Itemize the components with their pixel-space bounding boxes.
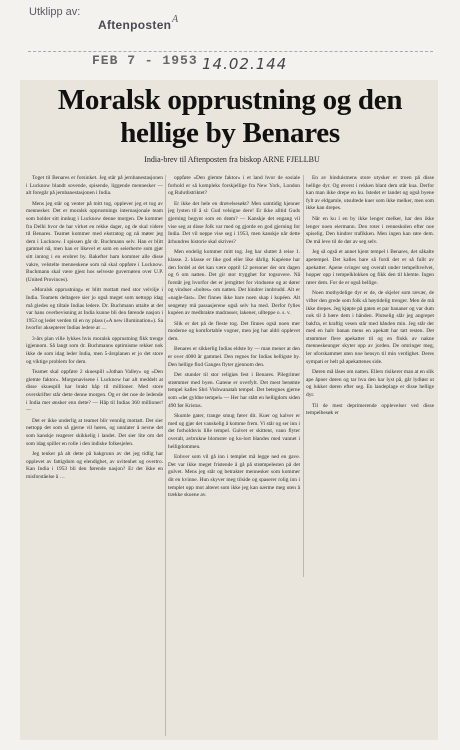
newspaper-name: Aftenposten (98, 18, 172, 32)
paragraph: Jeg så også et annet kjent tempel i Benares, det såkalte apetempel. Det kalles bare så fordi det er så fullt av apekatter. Apene svinger seg overalt under tempelhvelvet, hopper opp i tempelklokken og fikk den til klemte. Ingen rører dem. For de er også hellige. (306, 249, 434, 286)
paragraph: Er ikke det hele en drøvelsesøkt? Men samtidig kjenner jeg lysten til å si: Gud velsigne dere! Er ikke alltid Guds gjerning begynt som en drøm? — Kanskje det engang vil vise seg at disse folk var med og gjorde en god gjerning for India. Det vil neppe vise seg i 1953, men kanskje når dette århundres historie skal skrives? (168, 200, 300, 245)
paragraph: oppføre «Den glemte faktor» i et land hvor de sosiale forhold er så kompleks forskjellige fra New York, London og Ruhrdistriktet? (168, 175, 300, 197)
paragraph: Men endelig kommer mitt tog. Jeg har sluttet å reise 1. klasse. 2. klasse er like god eller like dårlig. Kupéene har den fordel at det kan være opptil 12 personer der om dagen og 6 om natten. Det gir stor trygghet for togsovere. Nå forstår jeg hvorfor det er jerngitter for vinduene og at dører og vinduer «boltes» om natten. Det hindrer innbrudd. Alt er «nagle-fast». Det finnes ikke bare noen skap i kupéen. Alt sengetøy må passasjerene også selv ha med. Derfor fylles kupéen av medbrakte madrasser, lakener, ullteppe o. s. v. (168, 249, 300, 317)
paragraph: Slik er det på de fleste tog. Det finnes også noen mer moderne og komfortable vogner, men jeg har aldri opplevet dem. (168, 320, 300, 342)
paragraph: En av hinduismens store utysker er troen på disse hellige dyr. Og øverst i rekken blant dem står kua. Derfor kan man ikke drepe en ku. Istedet er landet og også byene fylt av eldgamle, utsultede kuer som ikke melker, men som ikke kan drepes. (306, 175, 434, 212)
article-column-2 (168, 175, 300, 736)
clipping-label: Utklipp av: (29, 6, 81, 18)
paragraph: 3-års plan ville lykkes hvis moralsk opprustning fikk trenge igjennom. Så langt som dr. Buchmanns optimisme rekker nok ikke de som idag leder India, men 5-årsplanen er jo det store og viktige problem for dem. (26, 335, 163, 365)
article-column-1 (26, 175, 163, 736)
stamp-date: FEB 7 - 1953 (92, 53, 198, 68)
paragraph: Noen mothydelige dyr er de, de skjeler som rævær, de vifter den grede som folk så høytidelig trenger. Men de må ikke drepes. Jeg kjøpte på gaten et par bananer og var dum nok til å bære dem i hånden. Plutselig slår jeg angrepet bakfra, et kraftig vesen står med hånden min. Jeg står der med en halv banan mens en apekatt har tatt resten. Det strømmer flere apekatter til og en flokk av nakne menneskeunger skyter opp av jorden. De omringer meg, ler uforskammet uten noe hensyn til min verdighet. Deres sympati er helt på apekattenes side. (306, 290, 434, 365)
paragraph: Det stunder til stor religiøs fest i Benares. Pilegrimer strømmer med byen. Gatene er overfylt. Det mest berømte tempel kalles Shri Vishwanatah tempel. Det betegnes gjerne som «det gyldne tempel» — Her har stått en helligdom siden 490 før Kristus. (168, 372, 300, 409)
paragraph: Mens jeg står og venter på mitt tog, opplever jeg et tog av mennesker. Det er moralsk opprustnings internasjonale team som holder sitt innhug i Lucknow denne morgen. De kommer fra Delhi hvor de har virket en rekke dager, og de skal videre til Benares. Teamet kommer med ekstratog og nå møter jeg dem i Lucknow. I spissen går dr. Buchmann selv. Han er blitt gammel nå, men han er likevel et som en seierherre som gjør sitt inntog i en erobret by. Bakefter ham kommer alle disse vakre, velstelte menneskene som nå skal oppføre i Lucknow. Buchmann skal være gjest hos selveste guvernøren over U.P. (United Provinces). (26, 200, 163, 283)
handwritten-reference: 14.02.144 (202, 55, 288, 73)
paragraph: Toget til Benares er forsinket. Jeg står på jernbanestasjonen i Lucknow blandt sovende, spisende, liggende mennesker — alt foregår på jernbanestasjonen i India. (26, 175, 163, 197)
column-rule (165, 175, 166, 736)
paragraph: Enhver som vil gå inn i templet må legge ned en gave. Det var ikke meget fristende å gå på strømpelesten på det gulvet. Mens jeg står og betrakter mennesker som kommer dit en kvinne. Hun skyver meg tilside og spaserer rolig inn i templet opp mot alteret som ikke jeg kan nærme meg uten å trække skoene av. (168, 454, 300, 499)
article-headline: Moralsk opprustning og den hellige by Benares (57, 84, 403, 149)
stamp-divider (28, 51, 433, 52)
paragraph: Benares er sikkerlig Indias eldste by — man mener at den er over 4000 år gammel. Den regnes for Indias helligste by. Den hellige flod Ganges flyter gjennom den. (168, 346, 300, 368)
paragraph: Teamet skal oppføre 2 skuespill «Jothan Valley» og «Den glemte faktor». Morgenavisene i Lucknow har alt meddelt at disse skuespill har brakt håp til millioner. Med store overskrifter står dette denne morgen. Og er det noe de ledende i India mer ønsker enn dette? — Håp til Indias 360 millioner! — (26, 369, 163, 414)
column-rule (303, 175, 304, 577)
article-column-3 (306, 175, 434, 577)
paragraph: Døren må låses om natten. Ellers risikerer man at en slik ape åpner døren og tar hva den har lyst på, går lydløst ut og lukker døren efter seg. En landeplage er disse hellige dyr. (306, 369, 434, 399)
newspaper-suffix: A (172, 14, 179, 25)
article-byline: India-brev til Aftenposten fra biskop ARNE FJELLBU (144, 155, 320, 164)
paragraph: Når en ku i en by ikke lenger melker, har den ikke lenger noen eiermann. Den roter i renneskolen efter noe spiselig. Den hindrer trafikken. Men ingen kan røre dem. De må leve til de dør av seg selv. (306, 215, 434, 245)
paragraph: Det er ikke underlig at teamet blir vennlig mottatt. Det sier nettopp det som så gjerne vil høres, og unnlater å nevne det som kanskje reagerer skikkelig i landet. Det sier lite om det som idag spiller en rolle i den indiske folkesjelen. (26, 417, 163, 447)
paragraph: Skumle gater, trange smug fører dit. Kuer og kalver er med og gjør det vanskelig å komme frem. Vi står og ser inn i det forholdsvis lille tempel. Gulvet er skittent, vann flyter overalt, avbrukne blomster og ku-lort blandes med vannet i helligdommen. (168, 413, 300, 450)
paragraph: «Moralsk opprustning» er blitt mottatt med stor velvilje i India. Teamets deltagere sier jo også meget som nettopp idag må gledes og tiltale Indias ledere. Dr. Buchmann uttalte at det var hans overbevisning at India kunne bli den førende nasjon i 1953 og ledet verden til en ny plass («A new illumination»). Sa hvorfor aksepterer Indias ledere at … (26, 287, 163, 332)
paragraph: Til de mest deprimerende opplevelser ved disse tempelbesøk er (306, 402, 434, 417)
paragraph: Jeg tenker på alt dette på bakgrunn av det jeg tidlig har opplevet av fattigdom og elendighet, av uvitenhet og overtro. Kan India i 1953 bli den førende nasjon? Er det ikke en misforståelse å … (26, 451, 163, 480)
